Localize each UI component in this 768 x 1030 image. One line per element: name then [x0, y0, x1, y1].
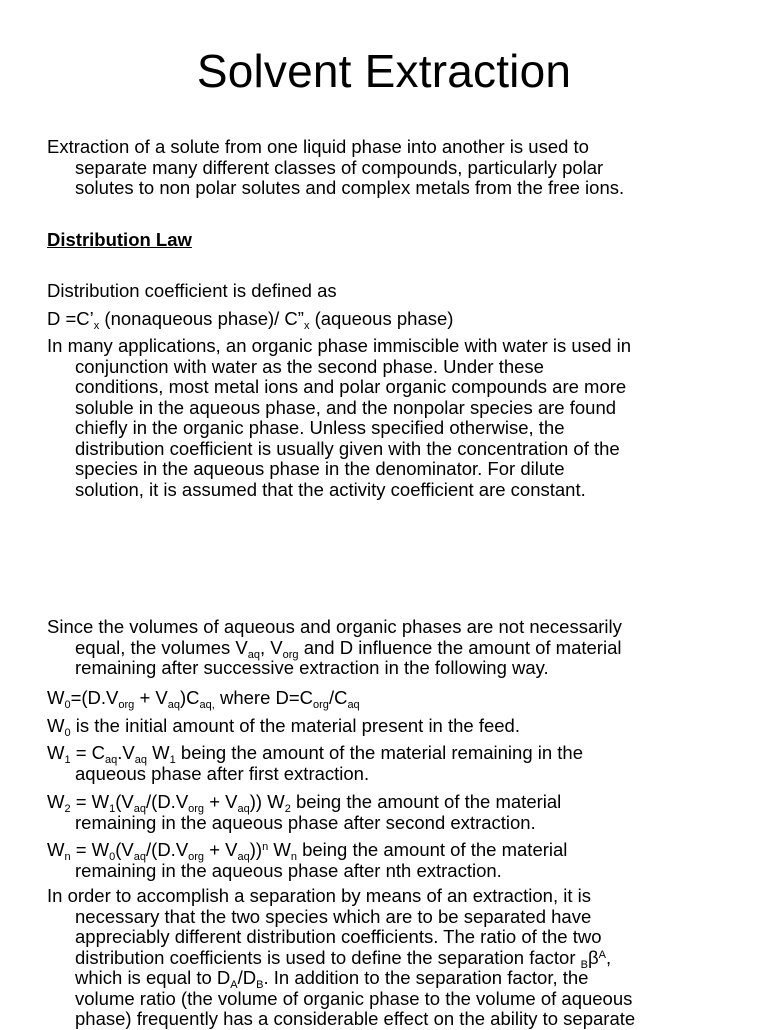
text-line: soluble in the aqueous phase, and the nonpolar species are found	[75, 396, 617, 418]
text-line: distribution coefficient is usually given with the concentration of the	[75, 437, 620, 459]
text-line: In many applications, an organic phase immiscible with water is used in	[47, 335, 632, 356]
separation-paragraph: In order to accomplish a separation by means of an extraction, it is necessary that the two species which are to be separated have appreciably different distribution coefficients. The ratio of the two distribution coefficients is used to define the separation factor $_B\beta^A$, which is equal to $D_A/D_B$. In addition to the separation factor, the volume ratio (the volume of organic phase to the volume of aqueous phase) frequently has a considerable effect on the ability to separate	[47, 885, 636, 1029]
section-heading: Distribution Law	[47, 229, 192, 250]
text-line: solutes to non polar solutes and complex metals from the free ions.	[75, 177, 625, 198]
w2-equation: $W_2 = W_1(V_{aq}/(D.V_{org} + V_{aq}))$ $W_2$ being the amount of the material remaining in the aqueous phase after second extraction.	[47, 791, 562, 833]
text-line: solution, it is assumed that the activity coefficient are constant.	[75, 478, 586, 500]
page-title: Solvent Extraction	[196, 45, 572, 97]
text-line: conditions, most metal ions and polar organic compounds are more	[75, 376, 627, 397]
text-line: conjunction with water as the second phase. Under these	[75, 355, 544, 377]
text-line: chiefly in the organic phase. Unless specified otherwise, the	[75, 417, 565, 438]
text-line: species in the aqueous phase in the denominator. For dilute	[75, 458, 565, 479]
distribution-definition: Distribution coefficient is defined as	[47, 280, 337, 301]
w0-definition: $W_0$ is the initial amount of the material present in the feed.	[47, 715, 520, 739]
distribution-equation: $D =C’_x$ (nonaqueous phase)/ $C”_x$ (aqueous phase)	[47, 308, 454, 332]
w1-equation: $W_1 = C_{aq}.V_{aq}$ $W_1$ being the amount of the material remaining in the aqueous phase after first extraction.	[47, 742, 584, 784]
intro-paragraph	[47, 137, 737, 199]
applications-paragraph	[47, 336, 737, 500]
wn-equation: $W_n = W_0(V_{aq}/(D.V_{org} + V_{aq}))^n$ $W_n$ being the amount of the material remaining in the aqueous phase after nth extraction.	[47, 839, 568, 881]
text-line: Extraction of a solute from one liquid phase into another is used to	[47, 136, 589, 157]
w0-equation: $W_0=(D.V_{org} + V_{aq})C_{aq,}$ where $D=C_{org}/C_{aq}$	[47, 687, 360, 711]
volumes-paragraph: Since the volumes of aqueous and organic phases are not necessarily equal, the volumes $V_{aq}$, $V_{org}$ and D influence the amount of material remaining after successive extraction in the following way.	[47, 616, 622, 678]
text-line: separate many different classes of compounds, particularly polar	[75, 156, 604, 178]
